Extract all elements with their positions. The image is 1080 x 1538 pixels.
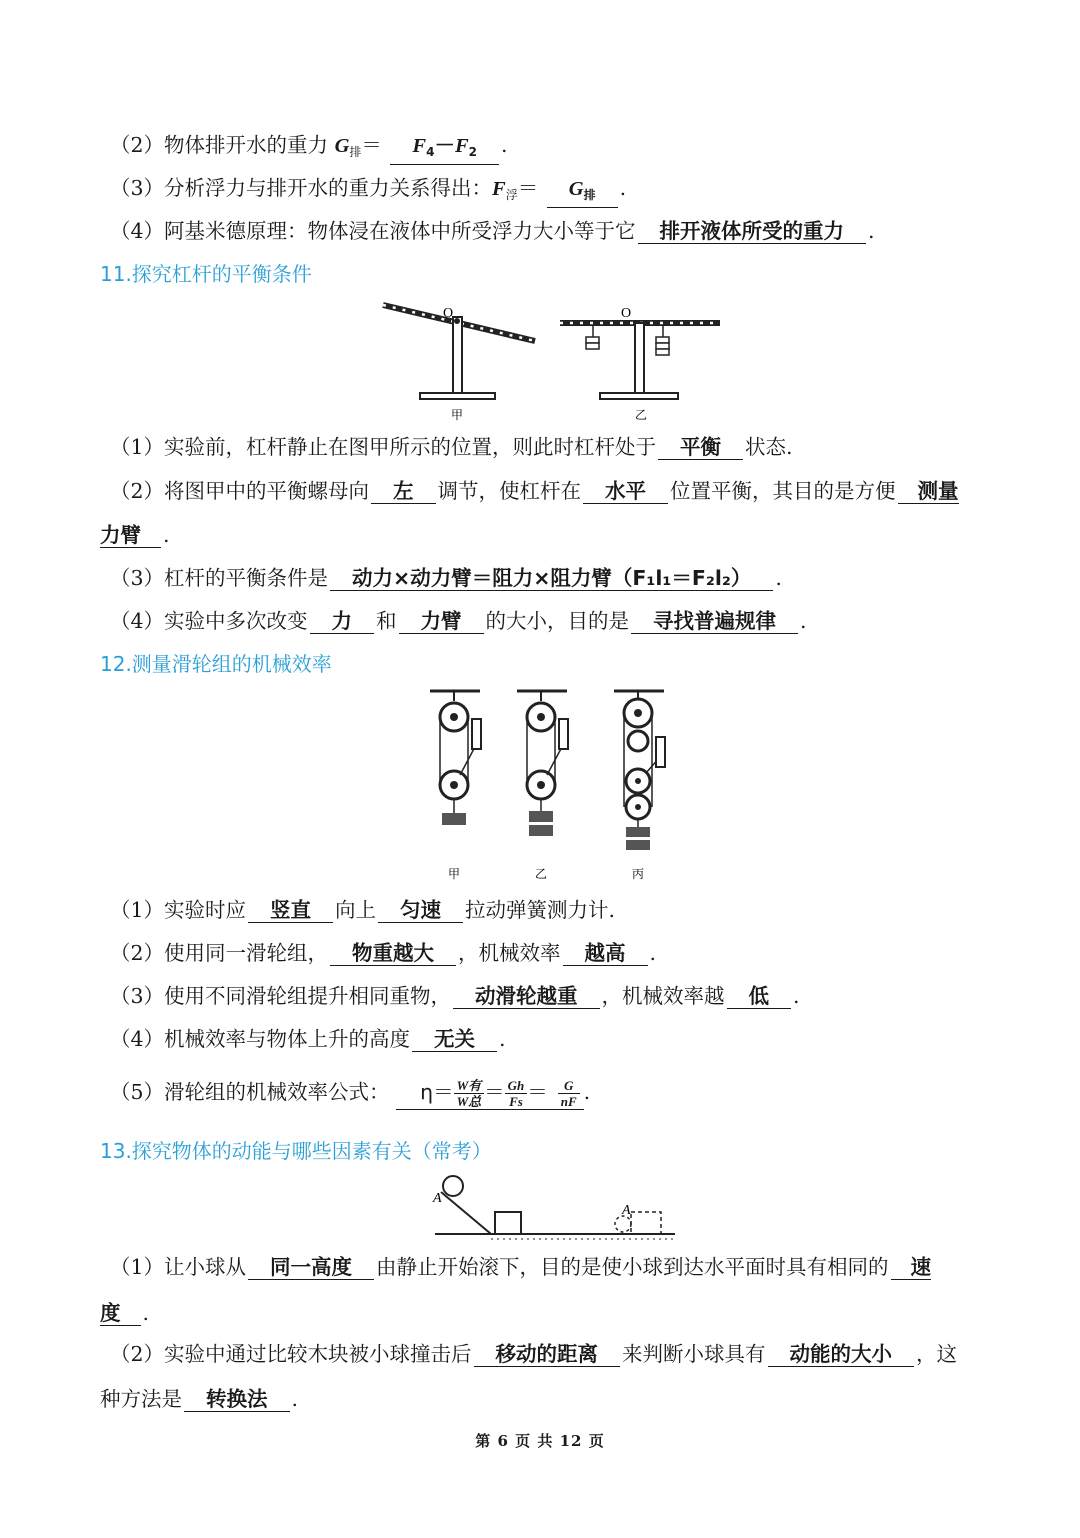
s13-q2-answer1: 移动的距离: [474, 1342, 621, 1367]
s13-q1-prefix: （1）让小球从: [110, 1255, 247, 1279]
s11-q4-post: .: [800, 609, 807, 633]
s12-q5-prefix: （5）滑轮组的机械效率公式：: [110, 1080, 390, 1104]
s12-q3-line: [110, 981, 800, 1011]
s11-q4-mid1: 和: [376, 609, 397, 633]
s11-q2-prefix: （2）将图甲中的平衡螺母向: [110, 479, 370, 503]
lever-left-pivot-label: O: [443, 306, 454, 321]
s11-q4-line: [110, 606, 807, 636]
s12-q5-line: [110, 1072, 590, 1112]
s12-q1-post: 拉动弹簧测力计.: [465, 898, 616, 922]
s10-q2-post: .: [501, 133, 508, 157]
wood-block-moved-shape: [631, 1212, 661, 1234]
s13-q2-line: [110, 1339, 957, 1369]
s13-q2-mid: 来判断小球具有: [622, 1342, 766, 1366]
s12-q5-frac1-den: W总: [456, 1094, 482, 1109]
s13-q2-prefix2: 种方法是: [100, 1387, 182, 1411]
s11-q2-mid2: 位置平衡，其目的是方便: [670, 479, 896, 503]
s11-title: 11.探究杠杆的平衡条件: [100, 262, 312, 286]
s10-q3-equals: ＝: [517, 176, 539, 200]
s11-q4-answer1: 力: [310, 609, 375, 634]
s11-q2-answer3a: 测量: [898, 479, 959, 504]
s12-q3-mid: ，机械效率越: [601, 984, 725, 1008]
lever-right-pivot-label: O: [621, 306, 632, 321]
s10-q3-post: .: [619, 176, 627, 200]
s11-q1-line: [110, 432, 793, 462]
s12-q4-post: .: [499, 1027, 506, 1051]
s11-q2-line-cont: [100, 520, 170, 550]
wood-block-shape: [495, 1212, 521, 1234]
s10-q2-prefix: （2）物体排开水的重力: [110, 133, 335, 157]
s12-q1-line: [110, 895, 615, 925]
s12-q5-eq2: ＝: [527, 1080, 548, 1104]
s10-q3-answer: [547, 176, 618, 208]
s12-q5-post: .: [583, 1080, 591, 1104]
s13-q2-prefix: （2）实验中通过比较木块被小球撞击后: [110, 1342, 472, 1366]
s12-q3-answer1: 动滑轮越重: [453, 984, 600, 1009]
s10-q3-ans-g: G: [568, 178, 584, 200]
s11-q2-answer2: 水平: [583, 479, 668, 504]
s11-q2-mid1: 调节，使杠杆在: [437, 479, 582, 503]
s13-title: 13.探究物体的动能与哪些因素有关（常考）: [100, 1139, 492, 1163]
s11-q2-line: [110, 476, 961, 506]
s12-q5-frac3-num: G: [558, 1078, 580, 1094]
s11-q2-answer1: 左: [371, 479, 436, 504]
s12-q4-answer: 无关: [412, 1027, 497, 1052]
s10-q3-symbol-sub: 浮: [505, 188, 518, 202]
s11-q3-prefix: （3）杠杆的平衡条件是: [110, 566, 329, 590]
s13-q1-answer2b: 度: [100, 1301, 141, 1326]
s12-q4-line: [110, 1024, 506, 1054]
s10-q2-symbol: G: [334, 135, 350, 157]
s13-q1-answer2a: 速: [891, 1255, 932, 1280]
pulley-a-diagram: [430, 691, 481, 881]
pulley-figure: [420, 685, 690, 885]
s10-q4-line: [110, 216, 875, 246]
lever-figure: [375, 295, 735, 425]
pulley-c-label: 丙: [632, 867, 645, 881]
s12-q3-post: .: [793, 984, 800, 1008]
s12-q2-answer1: 物重越大: [330, 941, 456, 966]
s13-q2-answer3: 转换法: [184, 1387, 290, 1412]
s10-q2-symbol-sub: 排: [349, 145, 362, 159]
lever-right-label: 乙: [635, 408, 648, 422]
pulley-c-diagram: [614, 691, 665, 881]
s10-q3-ans-g-sub: 排: [583, 188, 596, 202]
s11-q4-prefix: （4）实验中多次改变: [110, 609, 308, 633]
s11-q2-post: .: [163, 523, 170, 547]
s10-q3-symbol: F: [492, 178, 506, 200]
s12-q5-frac1: [454, 1078, 485, 1109]
s13-q1-post: .: [142, 1301, 150, 1325]
s13-q1-answer1: 同一高度: [248, 1255, 374, 1280]
s13-q1-mid: 由静止开始滚下，目的是使小球到达水平面时具有相同的: [376, 1255, 889, 1279]
s10-q2-ans-minus: －: [434, 133, 455, 157]
page-footer: 第 6 页 共 12 页: [475, 1432, 605, 1450]
s12-q5-frac3: [558, 1078, 580, 1109]
s10-q2-line: [110, 130, 508, 167]
s12-q2-answer2: 越高: [563, 941, 648, 966]
s11-q2-answer3b: 力臂: [100, 523, 161, 548]
s10-q3-line: [110, 173, 626, 210]
s10-q4-answer: 排开液体所受的重力: [638, 219, 867, 244]
s11-q4-answer3: 寻找普遍规律: [631, 609, 798, 634]
lever-right-diagram: [560, 306, 720, 422]
s12-q5-frac2-num: Gh: [505, 1078, 528, 1094]
s12-q2-post: .: [649, 941, 657, 965]
s12-q5-frac3-den: nF: [560, 1094, 577, 1109]
s12-q5-formula: [396, 1075, 584, 1110]
s12-q2-line: [110, 938, 656, 968]
s13-q2-answer2: 动能的大小: [768, 1342, 915, 1367]
s12-q1-answer2: 匀速: [378, 898, 463, 923]
s12-q2-mid: ，机械效率: [458, 941, 561, 965]
s10-q2-ans-f2-sub: 2: [468, 145, 478, 159]
s12-q1-answer1: 竖直: [248, 898, 333, 923]
s10-q3-prefix: （3）分析浮力与排开水的重力关系得出：: [110, 176, 493, 200]
s11-q1-answer: 平衡: [658, 435, 743, 460]
s12-q5-eq1: ＝: [484, 1080, 505, 1104]
s12-q5-eta: η＝: [420, 1080, 454, 1104]
s10-q4-prefix: （4）阿基米德原理：物体浸在液体中所受浮力大小等于它: [110, 219, 636, 243]
s11-q3-line: [110, 563, 782, 593]
block-label-a: A: [622, 1203, 631, 1218]
s12-q1-mid: 向上: [335, 898, 377, 922]
s13-q2-post1: ，这: [916, 1342, 958, 1366]
s11-q3-post: .: [775, 566, 782, 590]
s10-q2-ans-f4-sub: 4: [426, 145, 435, 159]
s12-q1-prefix: （1）实验时应: [110, 898, 247, 922]
s11-q1-prefix: （1）实验前，杠杆静止在图甲所示的位置，则此时杠杆处于: [110, 435, 657, 459]
s13-q1-line: [110, 1252, 933, 1282]
s10-q4-post: .: [868, 219, 875, 243]
pulley-b-diagram: [517, 691, 568, 881]
s12-q5-frac2-den: Fs: [509, 1094, 523, 1109]
s13-q2-post: .: [291, 1387, 299, 1411]
pulley-a-label: 甲: [448, 867, 461, 881]
s13-q2-line-cont: [100, 1384, 298, 1414]
pulley-b-label: 乙: [535, 867, 548, 881]
s13-q1-line-cont: [100, 1298, 149, 1328]
ball-label-a: A: [433, 1191, 442, 1206]
s12-q4-prefix: （4）机械效率与物体上升的高度: [110, 1027, 411, 1051]
ball-shape: [443, 1176, 463, 1196]
s10-q2-ans-f2: F: [454, 135, 469, 157]
lever-left-diagram: [383, 305, 535, 422]
s12-q3-prefix: （3）使用不同滑轮组提升相同重物，: [110, 984, 452, 1008]
s11-q4-mid2: 的大小，目的是: [485, 609, 630, 633]
s10-q2-equals: ＝: [361, 133, 382, 157]
s10-q2-ans-f4: F: [412, 135, 427, 157]
s12-title: 12.测量滑轮组的机械效率: [100, 652, 332, 676]
s10-q2-answer: [390, 133, 499, 165]
s11-q1-post: 状态.: [745, 435, 793, 459]
s12-q3-answer2: 低: [727, 984, 792, 1009]
lever-left-label: 甲: [451, 408, 464, 422]
s11-q3-answer: 动力×动力臂＝阻力×阻力臂（F₁l₁＝F₂l₂）: [330, 566, 773, 591]
s12-q5-frac1-num: W有: [454, 1078, 485, 1094]
kinetic-energy-figure: [425, 1172, 680, 1242]
s12-q2-prefix: （2）使用同一滑轮组，: [110, 941, 329, 965]
s12-q5-frac2: [505, 1078, 528, 1109]
s11-q4-answer2: 力臂: [399, 609, 484, 634]
